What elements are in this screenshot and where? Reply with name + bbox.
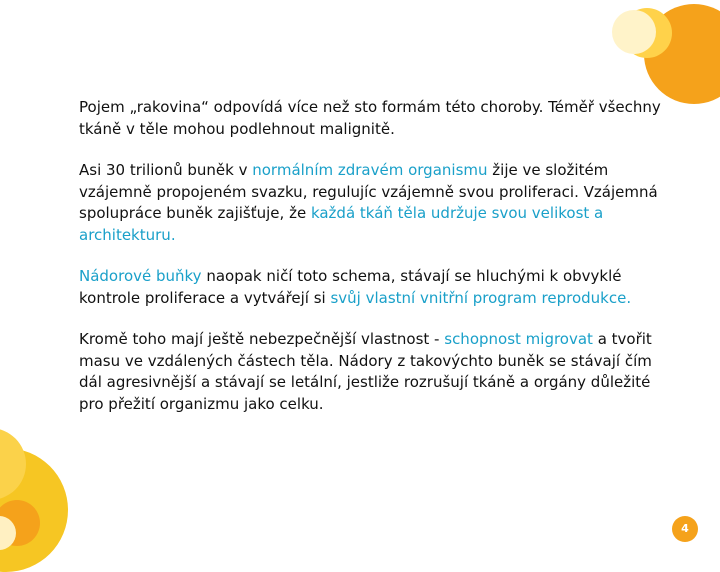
text-segment: Pojem „rakovina“ odpovídá více než sto formám této choroby. Téměř všechny tkáně v těle mohou podlehnout malignitě. <box>79 98 661 138</box>
text-segment: naopak ničí toto schema, stávají se hluchými k obvyklé kontrole proliferace a vytvářejí si <box>79 267 622 307</box>
highlighted-text: normálním zdravém organismu <box>252 161 488 179</box>
text-segment: Kromě toho mají ještě nebezpečnější vlastnost - <box>79 330 445 348</box>
paragraph-1 <box>79 97 679 140</box>
slide-body <box>79 97 679 435</box>
highlighted-text: svůj vlastní vnitřní program reprodukce. <box>330 288 632 307</box>
decor-circle-pale <box>612 10 656 54</box>
highlighted-text: schopnost migrovat <box>444 330 593 348</box>
highlighted-text: každá tkáň těla udržuje svou velikost a architekturu <box>79 204 604 244</box>
text-segment: Asi 30 trilionů buněk v <box>79 161 253 179</box>
page-number-badge: 4 <box>672 516 698 542</box>
text-segment: žije ve složitém vzájemně propojeném svazku, regulujíc vzájemně svou proliferaci. Vzájemná spolupráce buněk zajišťuje, že <box>79 161 658 222</box>
text-segment: . <box>170 225 176 244</box>
paragraph-4 <box>79 329 679 415</box>
paragraph-3 <box>79 266 679 309</box>
text-segment: a tvořit masu ve vzdálených částech těla. Nádory z takovýchto buněk se stávají čím dál agresivnější a stávají se letální, jestliže rozrušují tkáně a orgány důležité pro přežití organizmu jako celku. <box>79 330 652 413</box>
highlighted-text: Nádorové buňky <box>79 267 202 285</box>
paragraph-2 <box>79 160 679 246</box>
